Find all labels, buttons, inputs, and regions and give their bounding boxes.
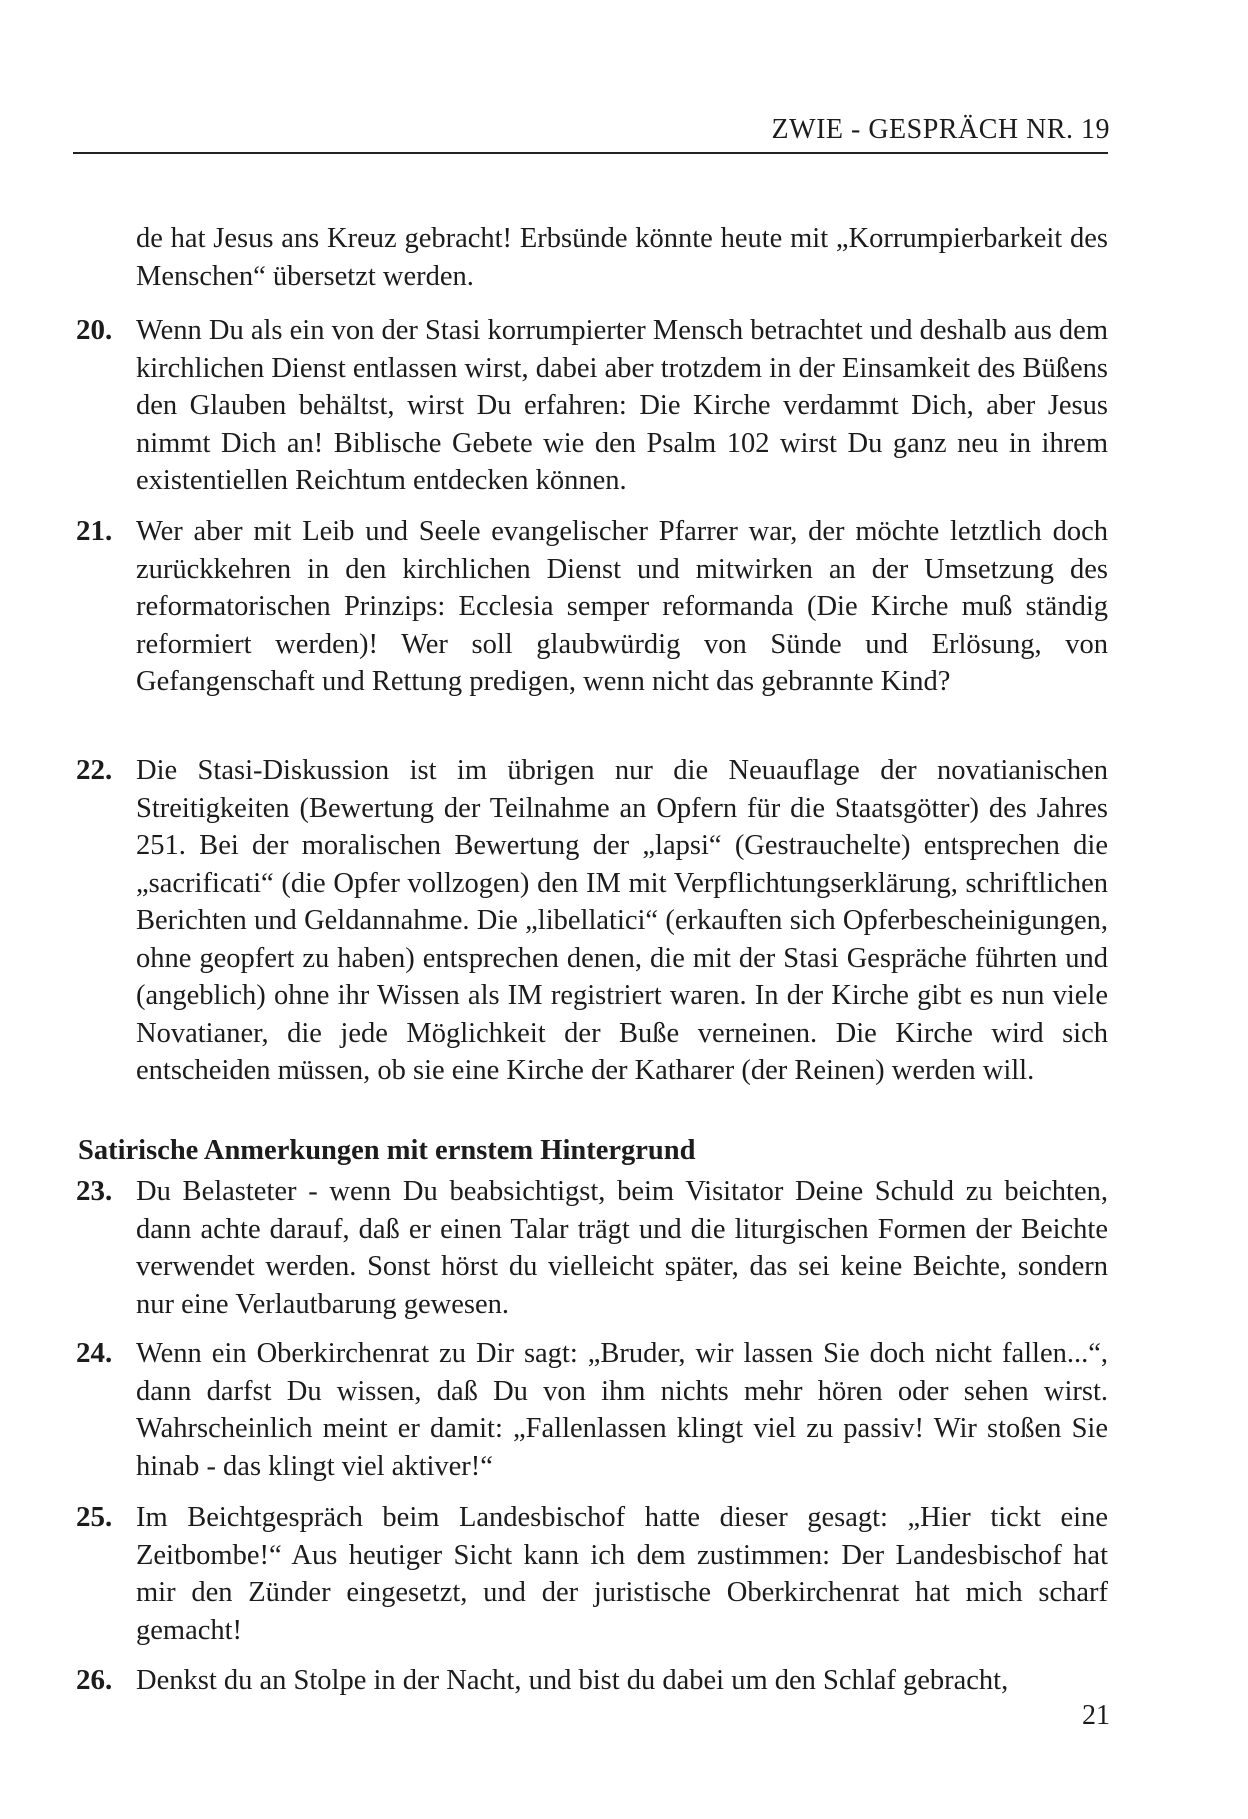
item-text: Denkst du an Stolpe in der Nacht, und bist du dabei um den Schlaf gebracht,: [136, 1665, 1009, 1696]
list-item-25: [76, 1499, 1108, 1649]
item-number: 26.: [76, 1664, 113, 1696]
item-text: Wenn ein Oberkirchenrat zu Dir sagt: „Bruder, wir lassen Sie doch nicht fallen...“, dann darfst Du wissen, daß Du von ihm nichts mehr hören oder sehen wirst. Wahrscheinlich meint er damit: „Fallenlassen klingt viel zu passiv! Wir stoßen Sie hinab - das klingt viel aktiver!“: [136, 1338, 1108, 1482]
running-head: ZWIE - GESPRÄCH NR. 19: [771, 114, 1110, 145]
list-item-22: [76, 752, 1108, 1090]
item-number: 21.: [76, 515, 113, 547]
section-heading: Satirische Anmerkungen mit ernstem Hintergrund: [78, 1135, 696, 1166]
item-text: Die Stasi-Diskussion ist im übrigen nur die Neuauflage der novatianischen Streitigkeiten (Bewertung der Teilnahme an Opfern für die Staatsgötter) des Jahres 251. Bei der moralischen Bewertung der „lapsi“ (Gestrauchelte) entsprechen die „sacrificati“ (die Opfer vollzogen) den IM mit Verpflichtungserklärung, schriftlichen Berichten und Geldannahme. Die „libellatici“ (erkauften sich Opferbescheinigungen, ohne geopfert zu haben) entsprechen denen, die mit der Stasi Gespräche führten und (angeblich) ohne ihr Wissen als IM registriert waren. In der Kirche gibt es nun viele Novatianer, die jede Möglichkeit der Buße verneinen. Die Kirche wird sich entscheiden müssen, ob sie eine Kirche der Katharer (der Reinen) werden will.: [136, 755, 1108, 1086]
header-rule: [73, 152, 1108, 154]
item-number: 25.: [76, 1501, 113, 1533]
list-item-23: [76, 1173, 1108, 1323]
page-number: 21: [1082, 1700, 1110, 1731]
item-text: Im Beichtgespräch beim Landesbischof hatte dieser gesagt: „Hier tickt eine Zeitbombe!“ Aus heutiger Sicht kann ich dem zustimmen: Der Landesbischof hat mir den Zünder eingesetzt, und der juristische Oberkirchenrat hat mich scharf gemacht!: [136, 1502, 1108, 1646]
item-number: 22.: [76, 754, 113, 786]
list-item-21: [76, 513, 1108, 701]
item-number: 20.: [76, 314, 113, 346]
continuation-paragraph: de hat Jesus ans Kreuz gebracht! Erbsünde könnte heute mit „Korrumpierbarkeit des Menschen“ übersetzt werden.: [136, 223, 1108, 292]
item-number: 23.: [76, 1175, 113, 1207]
item-number: 24.: [76, 1337, 113, 1369]
list-item-26: [76, 1662, 1108, 1700]
item-text: Du Belasteter - wenn Du beabsichtigst, beim Visitator Deine Schuld zu beichten, dann achte darauf, daß er einen Talar trägt und die liturgischen Formen der Beichte verwendet werden. Sonst hörst du vielleicht später, das sei keine Beichte, sondern nur eine Verlautbarung gewesen.: [136, 1176, 1108, 1320]
item-text: Wer aber mit Leib und Seele evangelischer Pfarrer war, der möchte letztlich doch zurückkehren in den kirchlichen Dienst und mitwirken an der Umsetzung des reformatorischen Prinzips: Ecclesia semper reformanda (Die Kirche muß ständig reformiert werden)! Wer soll glaubwürdig von Sünde und Erlösung, von Gefangenschaft und Rettung predigen, wenn nicht das gebrannte Kind?: [136, 516, 1108, 697]
list-item-24: [76, 1335, 1108, 1485]
list-item-20: [76, 312, 1108, 500]
item-text: Wenn Du als ein von der Stasi korrumpierter Mensch betrachtet und deshalb aus dem kirchlichen Dienst entlassen wirst, dabei aber trotzdem in der Einsamkeit des Büßens den Glauben behältst, wirst Du erfahren: Die Kirche verdammt Dich, aber Jesus nimmt Dich an! Biblische Gebete wie den Psalm 102 wirst Du ganz neu in ihrem existentiellen Reichtum entdecken können.: [136, 315, 1108, 496]
